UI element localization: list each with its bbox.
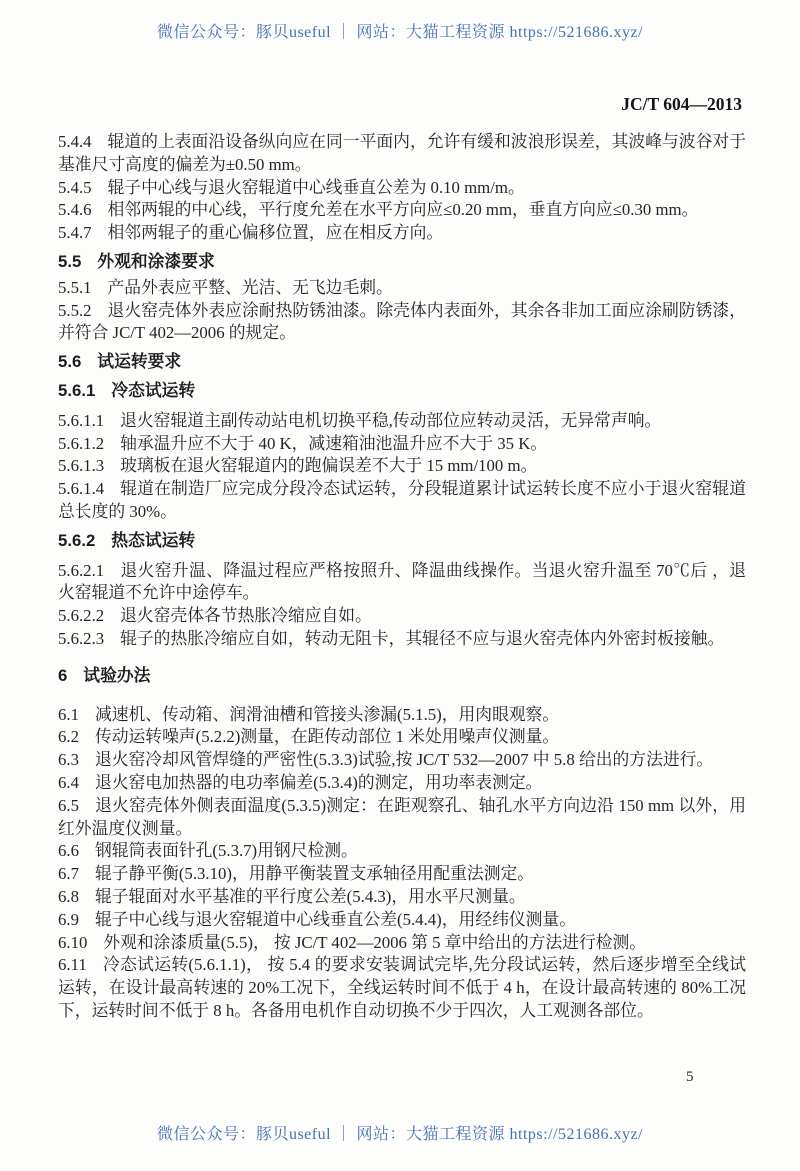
clause — [58, 772, 746, 795]
clause-number: 5.4.5 — [58, 177, 92, 197]
clause-number: 5.5 — [58, 251, 82, 271]
standard-number-header: JC/T 604—2013 — [621, 94, 742, 114]
clause — [58, 560, 746, 606]
clause — [58, 222, 746, 245]
clause-number: 6.11 — [58, 955, 87, 975]
clause-text: 外观和涂漆质量(5.5)， 按 JC/T 402—2006 第 5 章中给出的方法进行检测。 — [103, 932, 647, 952]
clause — [58, 886, 746, 909]
clause-number: 6.9 — [58, 909, 79, 929]
watermark-bottom: 微信公众号：豚贝useful ｜ 网站：大猫工程资源 https://521686.xyz/ — [156, 1126, 644, 1143]
clause-text: 退火窑冷却风管焊缝的严密性(5.3.3)试验,按 JC/T 532—2007 中 5.8 给出的方法进行。 — [94, 750, 714, 770]
clause — [58, 628, 746, 651]
document-body — [58, 131, 746, 1023]
clause-text: 轴承温升应不大于 40 K，减速箱油池温升应不大于 35 K。 — [120, 433, 548, 453]
clause-number: 5.6.1.3 — [58, 456, 105, 476]
clause-text: 退火窑辊道主副传动站电机切换平稳,传动部位应转动灵活，无异常声响。 — [120, 410, 662, 430]
clause-text: 退火窑壳体各节热胀冷缩应自如。 — [120, 606, 372, 626]
section-heading — [58, 380, 746, 403]
clause — [58, 795, 746, 841]
clause-text: 辊子的热胀冷缩应自如，转动无阻卡，其辊径不应与退火窑壳体内外密封板接触。 — [120, 628, 725, 648]
clause-number: 5.6.2.3 — [58, 628, 105, 648]
clause-number: 5.6.1.2 — [58, 433, 105, 453]
clause-text: 辊子中心线与退火窑辊道中心线垂直公差为 0.10 mm/m。 — [107, 177, 525, 197]
clause-text: 相邻两辊子的重心偏移位置，应在相反方向。 — [107, 223, 444, 243]
clause-text: 产品外表应平整、光洁、无飞边毛刺。 — [107, 277, 393, 297]
clause-number: 5.6.1 — [58, 380, 96, 400]
clause-number: 6.2 — [58, 727, 79, 747]
clause-text: 退火窑升温、降温过程应严格按照升、降温曲线操作。当退火窑升温至 70℃后 ，退火窑辊道不允许中途停车。 — [58, 560, 746, 603]
section-heading — [58, 351, 746, 374]
clause — [58, 909, 746, 932]
clause-text: 钢辊筒表面针孔(5.3.7)用钢尺检测。 — [94, 841, 358, 861]
section-heading — [58, 530, 746, 553]
clause — [58, 932, 746, 955]
clause-number: 6.1 — [58, 704, 79, 724]
clause-text: 冷态试运转(5.6.1.1)， 按 5.4 的要求安装调试完毕,先分段试运转，然后逐步增至全线试运转，在设计最高转速的 20%工况下，全线运转时间不低于 4 h，在设计最高转速的 80%工况下，运转时间不低于 8 h。各备用电机作自动切换不少于四次，人工观测各部位。 — [58, 955, 746, 1020]
clause-text: 辊子辊面对水平基准的平行度公差(5.4.3)，用水平尺测量。 — [94, 886, 526, 906]
clause-number: 6.3 — [58, 750, 79, 770]
clause-text: 相邻两辊的中心线，平行度允差在水平方向应≤0.20 mm，垂直方向应≤0.30 mm。 — [107, 200, 699, 220]
clause — [58, 704, 746, 727]
clause — [58, 433, 746, 456]
clause-number: 5.6.1.1 — [58, 410, 105, 430]
clause-number: 6.7 — [58, 864, 79, 884]
clause-number: 5.6.2.1 — [58, 560, 105, 580]
clause — [58, 410, 746, 433]
clause-number: 5.5.1 — [58, 277, 92, 297]
clause-number: 5.6.2.2 — [58, 606, 105, 626]
clause-number: 5.4.6 — [58, 200, 92, 220]
clause-number: 5.6.1.4 — [58, 479, 105, 499]
clause-text: 外观和涂漆要求 — [97, 251, 215, 271]
clause — [58, 199, 746, 222]
clause-text: 辊道的上表面沿设备纵向应在同一平面内，允许有缓和波浪形误差，其波峰与波谷对于基准尺寸高度的偏差为±0.50 mm。 — [58, 132, 746, 174]
clause-text: 辊道在制造厂应完成分段冷态试运转，分段辊道累计试运转长度不应小于退火窑辊道总长度的 30%。 — [58, 479, 746, 521]
clause-number: 6.8 — [58, 886, 79, 906]
clause-text: 玻璃板在退火窑辊道内的跑偏误差不大于 15 mm/100 m。 — [120, 456, 538, 476]
page-number: 5 — [686, 1069, 694, 1085]
clause-text: 退火窑电加热器的电功率偏差(5.3.4)的测定，用功率表测定。 — [94, 772, 543, 792]
clause-text: 试验办法 — [83, 665, 151, 685]
clause — [58, 300, 746, 346]
clause — [58, 749, 746, 772]
clause — [58, 726, 746, 749]
clause-text: 辊子静平衡(5.3.10)，用静平衡装置支承轴径用配重法测定。 — [94, 864, 535, 884]
clause-text: 试运转要求 — [97, 352, 182, 372]
clause-text: 辊子中心线与退火窑辊道中心线垂直公差(5.4.4)，用经纬仪测量。 — [94, 909, 576, 929]
clause-number: 6.5 — [58, 795, 79, 815]
section-heading — [58, 665, 746, 688]
clause-number: 6.4 — [58, 772, 79, 792]
clause-number: 6.10 — [58, 932, 88, 952]
clause — [58, 131, 746, 177]
clause-number: 6 — [58, 665, 68, 685]
watermark-top: 微信公众号：豚贝useful ｜ 网站：大猫工程资源 https://521686.xyz/ — [156, 24, 644, 41]
clause — [58, 277, 746, 300]
clause-text: 冷态试运转 — [111, 380, 196, 400]
clause-text: 热态试运转 — [111, 530, 196, 550]
clause-number: 5.4.4 — [58, 132, 92, 151]
clause-text: 退火窑壳体外侧表面温度(5.3.5)测定：在距观察孔、轴孔水平方向边沿 150 mm 以外，用红外温度仪测量。 — [58, 795, 746, 838]
clause — [58, 478, 746, 524]
clause-text: 减速机、传动箱、润滑油槽和管接头渗漏(5.1.5)，用肉眼观察。 — [94, 704, 560, 724]
clause-number: 5.6 — [58, 352, 82, 372]
clause — [58, 863, 746, 886]
clause-number: 5.5.2 — [58, 300, 92, 320]
clause-text: 传动运转噪声(5.2.2)测量，在距传动部位 1 米处用噪声仪测量。 — [94, 727, 560, 747]
clause-number: 5.6.2 — [58, 530, 96, 550]
clause — [58, 840, 746, 863]
section-heading — [58, 251, 746, 274]
clause — [58, 177, 746, 200]
clause — [58, 954, 746, 1022]
clause-text: 退火窑壳体外表应涂耐热防锈油漆。除壳体内表面外，其余各非加工面应涂刷防锈漆，并符合 JC/T 402—2006 的规定。 — [58, 300, 746, 343]
clause — [58, 455, 746, 478]
clause-number: 6.6 — [58, 841, 79, 861]
clause-number: 5.4.7 — [58, 223, 92, 243]
clause — [58, 605, 746, 628]
